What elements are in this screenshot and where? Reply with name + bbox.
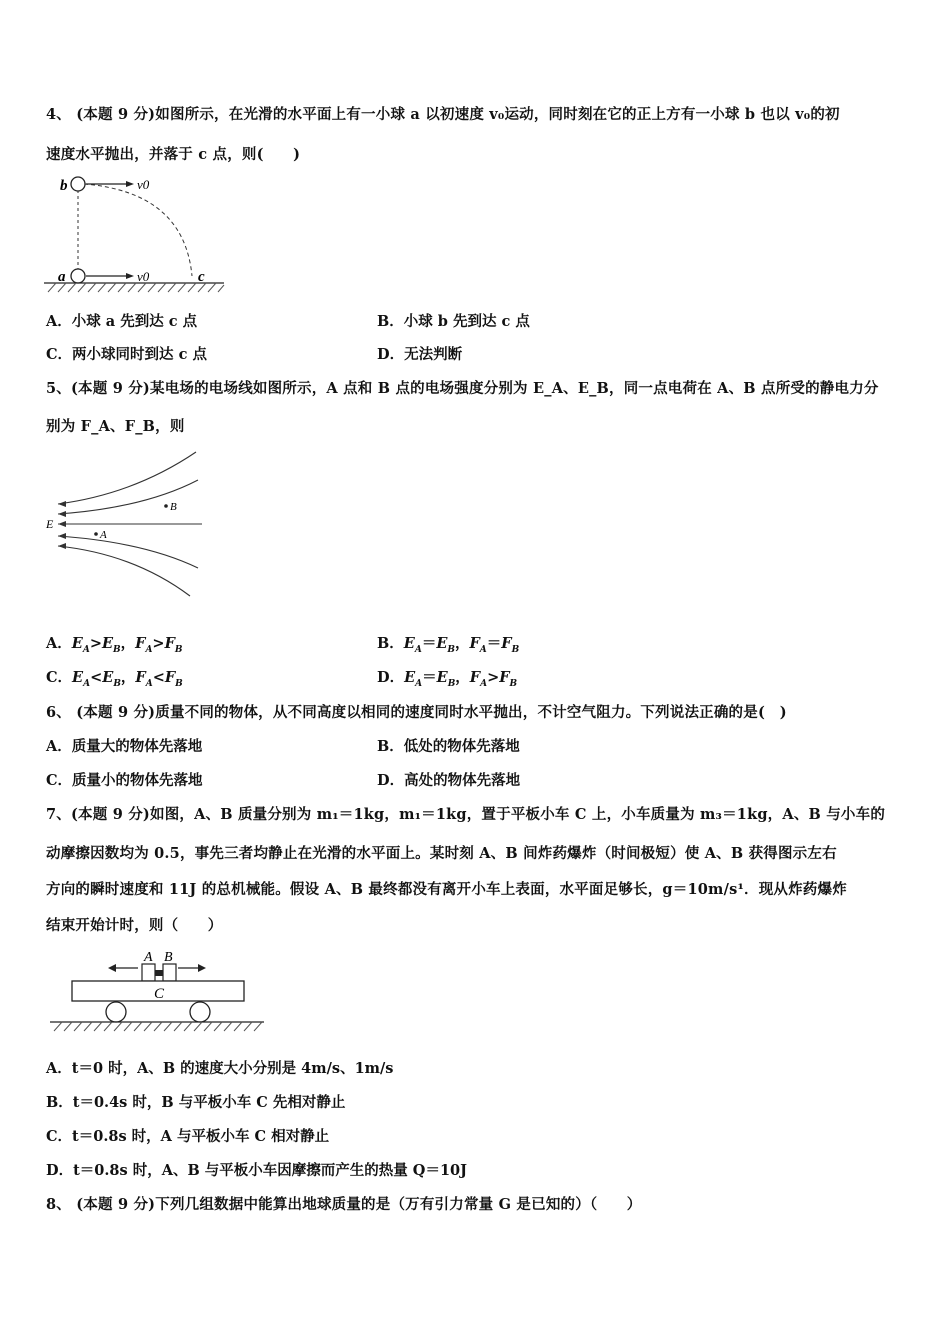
q4-option-a[interactable]: A．小球 a 先到达 c 点 (46, 313, 198, 330)
q6-option-b[interactable]: B．低处的物体先落地 (377, 738, 520, 755)
q6-stem-line1: 6、 (本题 9 分)质量不同的物体，从不同高度以相同的速度同时水平抛出，不计空气阻力。下列说法正确的是( ) (46, 704, 787, 721)
q4-projectile-figure (44, 170, 234, 296)
q7-stem-line2: 动摩擦因数均为 0.5，事先三者均静止在光滑的水平面上。某时刻 A、B 间炸药爆炸（时间极短）使 A、B 获得图示左右 (46, 845, 837, 862)
q5-option-a[interactable]: A．$E_A>E_B$，$F_A>F_B$ (46, 635, 183, 655)
q7-option-d[interactable]: D．t＝0.8s 时，A、B 与平板小车因摩擦而产生的热量 Q＝10J (46, 1162, 467, 1179)
label-v0-top: v0 (137, 177, 150, 192)
label-e: E (46, 517, 54, 531)
label-block-a: A (144, 950, 153, 965)
label-b-point: B (170, 501, 177, 513)
q5-option-c[interactable]: C．$E_A<E_B$，$F_A<F_B$ (46, 669, 183, 689)
q7-stem-line3: 方向的瞬时速度和 11J 的总机械能。假设 A、B 最终都没有离开小车上表面，水平面足够长，g＝10m/s¹．现从炸药爆炸 (46, 881, 847, 898)
q7-cart-figure (50, 942, 266, 1034)
q6-option-a[interactable]: A．质量大的物体先落地 (46, 738, 203, 755)
q5-option-b[interactable]: B．$E_A=E_B$，$F_A=F_B$ (377, 635, 520, 655)
label-a: a (58, 269, 66, 285)
q5-stem-line1: 5、(本题 9 分)某电场的电场线如图所示，A 点和 B 点的电场强度分别为 E_A、E_B，同一点电荷在 A、B 点所受的静电力分 (46, 380, 879, 397)
q7-option-c[interactable]: C．t＝0.8s 时，A 与平板小车 C 相对静止 (46, 1128, 330, 1145)
q5-electric-field-figure (44, 446, 208, 602)
q4-stem-line1: 4、 (本题 9 分)如图所示，在光滑的水平面上有一小球 a 以初速度 v₀运动，同时刻在它的正上方有一小球 b 也以 v₀的初 (46, 106, 840, 123)
q6-option-d[interactable]: D．高处的物体先落地 (377, 772, 521, 789)
label-cart-c: C (154, 986, 165, 1002)
label-c: c (198, 269, 205, 285)
q4-stem-line2: 速度水平抛出，并落于 c 点，则( ) (46, 146, 301, 163)
q5-option-d[interactable]: D．$E_A=E_B$，$F_A>F_B$ (377, 669, 518, 689)
label-block-b: B (164, 950, 173, 965)
q6-option-c[interactable]: C．质量小的物体先落地 (46, 772, 203, 789)
q4-option-c[interactable]: C．两小球同时到达 c 点 (46, 346, 207, 363)
label-v0-bottom: v0 (137, 269, 150, 284)
label-b: b (60, 178, 68, 194)
q5-stem-line2: 别为 F_A、F_B，则 (46, 418, 185, 435)
label-a-point: A (100, 529, 107, 541)
q7-stem-line1: 7、(本题 9 分)如图，A、B 质量分别为 m₁＝1kg，m₁＝1kg，置于平板小车 C 上，小车质量为 m₃＝1kg，A、B 与小车的 (46, 806, 886, 823)
q4-option-d[interactable]: D．无法判断 (377, 346, 463, 363)
q7-option-a[interactable]: A．t＝0 时，A、B 的速度大小分别是 4m/s、1m/s (46, 1060, 394, 1077)
q4-option-b[interactable]: B．小球 b 先到达 c 点 (377, 313, 530, 330)
q8-stem-line1: 8、 (本题 9 分)下列几组数据中能算出地球质量的是（万有引力常量 G 是已知的）（ ） (46, 1196, 642, 1213)
q7-option-b[interactable]: B．t＝0.4s 时，B 与平板小车 C 先相对静止 (46, 1094, 346, 1111)
q7-stem-line4: 结束开始计时，则（ ） (46, 917, 223, 934)
